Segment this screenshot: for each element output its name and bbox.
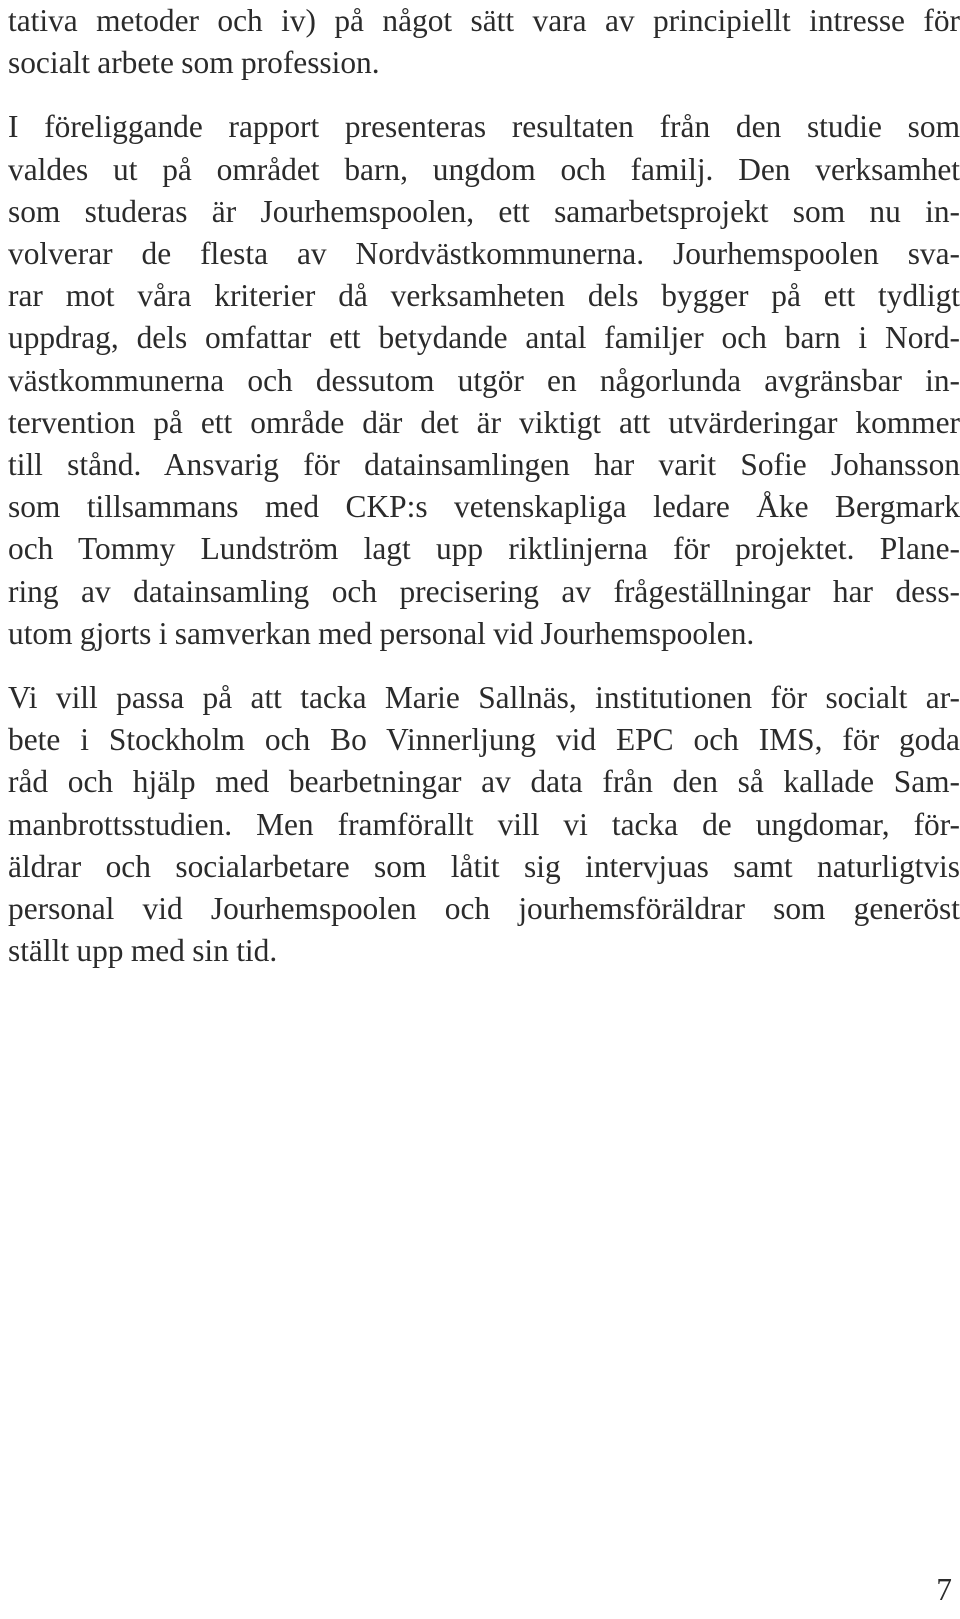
text-line: tativa metoder och iv) på något sätt vara av principiellt intresse för (8, 3, 960, 38)
paragraph-3 (8, 677, 960, 972)
text-line: råd och hjälp med bearbetningar av data från den så kallade Sam- (8, 764, 960, 800)
page-body (8, 0, 960, 994)
text-line: Vi vill passa på att tacka Marie Sallnäs, institutionen för socialt ar- (8, 680, 960, 716)
text-line: manbrottsstudien. Men framförallt vill vi tacka de ungdomar, för- (8, 806, 960, 842)
paragraph-2 (8, 106, 960, 655)
text-line: uppdrag, dels omfattar ett betydande antal familjer och barn i Nord- (8, 320, 960, 356)
text-line: västkommunerna och dessutom utgör en någorlunda avgränsbar in- (8, 362, 960, 398)
text-line: bete i Stockholm och Bo Vinnerljung vid EPC och IMS, för goda (8, 722, 960, 758)
text-line: valdes ut på området barn, ungdom och familj. Den verksamhet (8, 151, 960, 187)
text-line: ring av datainsamling och precisering av frågeställningar har dess- (8, 573, 960, 609)
text-line: I föreliggande rapport presenteras resultaten från den studie som (8, 109, 960, 145)
text-line: tervention på ett område där det är viktigt att utvärderingar kommer (8, 404, 960, 440)
paragraph-1 (8, 0, 960, 84)
text-line: som studeras är Jourhemspoolen, ett samarbetsprojekt som nu in- (8, 193, 960, 229)
text-line: äldrar och socialarbetare som låtit sig intervjuas samt naturligtvis (8, 848, 960, 884)
text-line: till stånd. Ansvarig för datainsamlingen har varit Sofie Johansson (8, 447, 960, 483)
text-line: volverar de flesta av Nordvästkommunerna. Jourhemspoolen sva- (8, 236, 960, 272)
text-line: ställt upp med sin tid. (8, 933, 278, 969)
text-line: och Tommy Lundström lagt upp riktlinjerna för projektet. Plane- (8, 531, 960, 567)
text-line: personal vid Jourhemspoolen och jourhemsföräldrar som generöst (8, 891, 960, 927)
text-line: utom gjorts i samverkan med personal vid Jourhemspoolen. (8, 615, 755, 651)
text-line: rar mot våra kriterier då verksamheten dels bygger på ett tydligt (8, 278, 960, 314)
text-line: socialt arbete som profession. (8, 45, 380, 81)
page-number: 7 (936, 1572, 952, 1607)
text-line: som tillsammans med CKP:s vetenskapliga ledare Åke Bergmark (8, 489, 960, 525)
